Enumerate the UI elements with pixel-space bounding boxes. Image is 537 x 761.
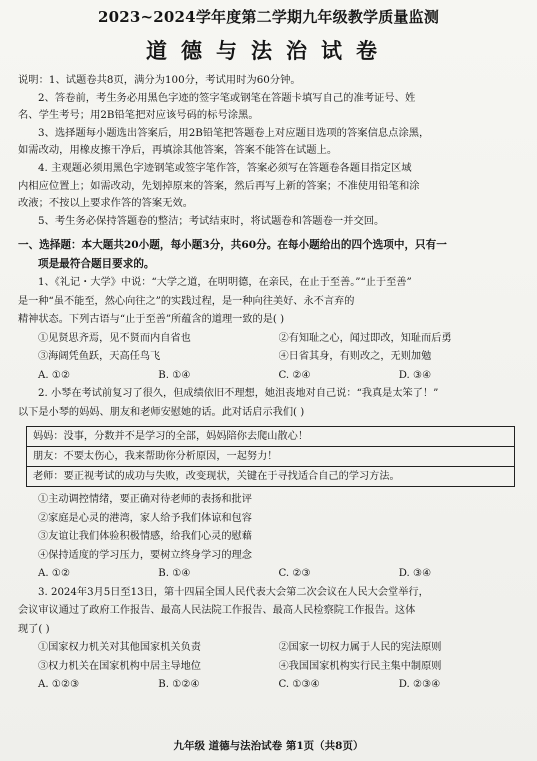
instruction-line: 说明：1、试题卷共8页，满分为100分，考试用时为60分钟。 <box>18 74 301 86</box>
choice-d: D. ③④ <box>398 369 432 381</box>
question-stem-line: 精神状态。下列古语与“止于至善”所蕴含的道理一致的是( ) <box>18 314 285 326</box>
dialog-friend: 朋友：不要太伤心，我来帮助你分析原因，一起努力！ <box>27 446 514 466</box>
option-item: ③权力机关在国家机构中居主导地位 <box>38 660 201 672</box>
question-stem-line: 以下是小琴的妈妈、朋友和老师安慰她的话。此对话启示我们( ) <box>18 406 305 418</box>
question-3 <box>18 584 519 695</box>
section-heading <box>18 236 519 274</box>
option-item: ③海阔凭鱼跃，天高任鸟飞 <box>38 351 161 363</box>
page-footer: 九年级 道德与法治试卷 第1页（共8页） <box>173 740 364 752</box>
choice-c: C. ①③④ <box>278 679 320 691</box>
question-stem-line: 现了( ) <box>18 623 50 635</box>
choice-d: D. ②③④ <box>398 679 441 691</box>
option-item: ③友谊让我们体验积极情感，给我们心灵的慰藉 <box>38 531 252 543</box>
option-item: ①主动调控情绪，要正确对待老师的表扬和批评 <box>38 494 252 506</box>
instruction-line: 3、选择题每小题选出答案后，用2B铅笔把答题卷上对应题目选项的答案信息点涂黑， <box>38 126 430 139</box>
option-item: ④保持适度的学习压力，要树立终身学习的理念 <box>38 549 252 561</box>
choice-b: B. ①②④ <box>158 679 200 691</box>
instruction-line: 如需改动，用橡皮擦干净后，再填涂其他答案，答案不能答在试题上。 <box>18 144 338 157</box>
answer-choices <box>18 676 519 695</box>
instruction-line: 4. 主观题必须用黑色字迹钢笔或签字笔作答，答案必须写在答题卷各题目指定区域 <box>38 161 412 174</box>
choice-c: C. ②④ <box>278 369 311 381</box>
choice-d: D. ③④ <box>398 568 432 580</box>
choice-a: A. ①②③ <box>38 679 80 691</box>
section-heading-line: 一、选择题：本大题共20小题，每小题3分，共60分。在每小题给出的四个选项中，只有一 <box>18 239 447 252</box>
question-stem-line: 3. 2024年3月5日至13日，第十四届全国人民代表大会第二次会议在人民大会堂举行， <box>38 586 429 598</box>
section-heading-line: 项是最符合题目要求的。 <box>38 258 155 271</box>
option-item: ②家庭是心灵的港湾，家人给予我们体谅和包容 <box>38 512 252 524</box>
question-stem-line: 1、《礼记・大学》中说：“大学之道，在明明德，在亲民，在止于至善。”“止于至善” <box>38 277 412 289</box>
question-2 <box>18 385 519 584</box>
question-stem-line: 是一种“虽不能至，然心向往之”的实践过程，是一种向往美好、永不言弃的 <box>18 295 355 307</box>
instruction-line: 名、学生考号；用2B铅笔把对应该号码的标号涂黑。 <box>18 109 259 122</box>
answer-choices <box>18 565 519 584</box>
option-item: ④我国国家机构实行民主集中制原则 <box>278 660 442 672</box>
choice-b: B. ①④ <box>158 369 191 381</box>
option-item: ④日省其身，有则改之，无则加勉 <box>278 351 432 363</box>
instruction-line: 2、答卷前，考生务必用黑色字迹的签字笔或钢笔在答题卡填写自己的准考证号、姓 <box>38 91 416 104</box>
instruction-line: 内相应位置上；如需改动，先划掉原来的答案，然后再写上新的答案；不准使用铅笔和涂 <box>18 179 420 192</box>
instruction-line: 5、考生务必保持答题卷的整洁；考试结束时，将试题卷和答题卷一并交回。 <box>38 214 385 227</box>
question-stem-line: 会议审议通过了政府工作报告、最高人民法院工作报告、最高人民检察院工作报告。这体 <box>18 605 416 617</box>
choice-c: C. ②③ <box>278 568 311 580</box>
choice-a: A. ①② <box>38 369 71 381</box>
option-item: ②有知耻之心，闻过即改，知耻而后勇 <box>278 332 452 344</box>
question-options <box>18 330 519 367</box>
instruction-line: 改液；不按以上要求作答的答案无效。 <box>18 197 194 210</box>
option-item: ②国家一切权力属于人民的宪法原则 <box>278 642 442 654</box>
question-1 <box>18 274 519 385</box>
exam-header: 2023~2024学年度第二学期九年级教学质量监测 <box>97 8 440 26</box>
answer-choices <box>18 367 519 386</box>
choice-b: B. ①④ <box>158 568 191 580</box>
dialog-mom: 妈妈：没事，分数并不是学习的全部，妈妈陪你去爬山散心！ <box>33 431 309 443</box>
dialog-teacher: 老师：要正视考试的成功与失败，改变现状，关键在于寻找适合自己的学习方法。 <box>27 466 514 486</box>
option-item: ①见贤思齐焉，见不贤而内自省也 <box>38 332 191 344</box>
exam-title: 道德与法治试卷 <box>146 38 391 63</box>
instructions <box>18 72 519 230</box>
choice-a: A. ①② <box>38 568 71 580</box>
question-stem-line: 2. 小琴在考试前复习了很久，但成绩依旧不理想，她沮丧地对自己说：“我真是太笨了！” <box>38 388 439 400</box>
option-item: ①国家权力机关对其他国家机关负责 <box>38 642 201 654</box>
dialog-box <box>26 426 515 487</box>
question-options <box>18 639 519 676</box>
